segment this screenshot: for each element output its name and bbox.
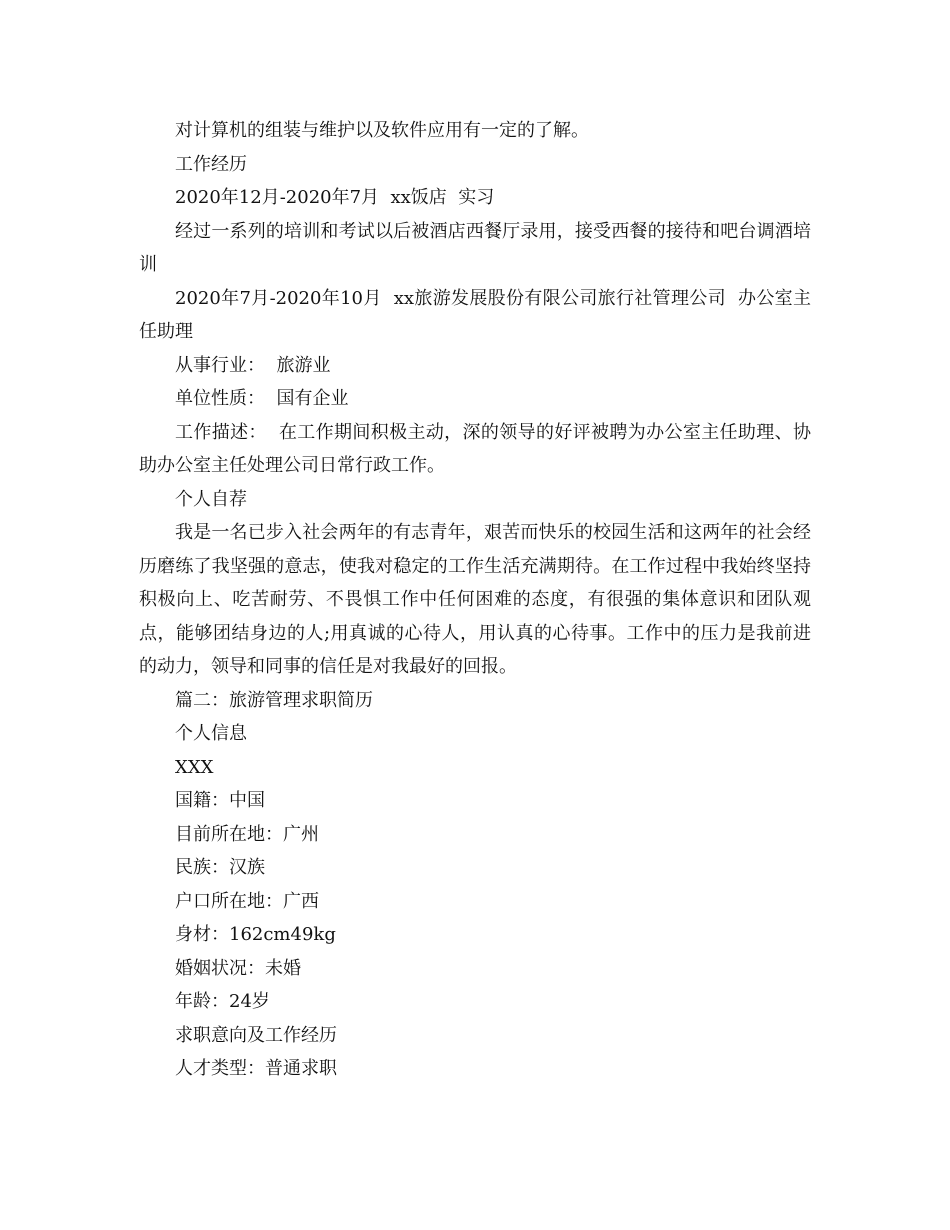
paragraph-computer-skills: 对计算机的组装与维护以及软件应用有一定的了解。 bbox=[175, 120, 589, 141]
field-current-location: 目前所在地：广州 bbox=[175, 823, 319, 845]
field-height-weight: 身材：162cm49kg bbox=[175, 924, 336, 945]
heading-part-two: 篇二：旅游管理求职简历 bbox=[175, 689, 373, 711]
field-name: XXX bbox=[175, 756, 214, 778]
field-job-description: 工作描述： 在工作期间积极主动，深的领导的好评被聘为办公室主任助理、协助办公室主任处理公司日常行政工作。 bbox=[139, 421, 811, 476]
paragraph-self-recommendation: 我是一名已步入社会两年的有志青年，艰苦而快乐的校园生活和这两年的社会经历磨练了我坚强的意志，使我对稳定的工作生活充满期待。在工作过程中我始终坚持积极向上、吃苦耐劳、不畏惧工作中任何困难的态度，有很强的集体意识和团队观点，能够团结身边的人;用真诚的心待人，用认真的心待事。工作中的压力是我前进的动力，领导和同事的信任是对我最好的回报。 bbox=[139, 522, 811, 677]
heading-self-recommendation: 个人自荐 bbox=[175, 488, 247, 510]
paragraph-hotel-training: 经过一系列的培训和考试以后被酒店西餐厅录用，接受西餐的接待和吧台调酒培训 bbox=[139, 220, 811, 275]
heading-job-intention: 求职意向及工作经历 bbox=[175, 1024, 337, 1046]
field-company-type: 单位性质： 国有企业 bbox=[175, 388, 349, 409]
field-ethnicity: 民族：汉族 bbox=[175, 857, 265, 878]
heading-work-experience: 工作经历 bbox=[175, 153, 247, 175]
field-industry: 从事行业： 旅游业 bbox=[175, 354, 331, 376]
document-body bbox=[139, 114, 811, 1086]
field-talent-type: 人才类型：普通求职 bbox=[175, 1058, 337, 1079]
heading-personal-info: 个人信息 bbox=[175, 723, 247, 744]
job-entry-hotel: 2020年12月-2020年7月 xx饭店 实习 bbox=[175, 187, 495, 208]
field-age: 年龄：24岁 bbox=[175, 991, 270, 1012]
field-household-registration: 户口所在地：广西 bbox=[175, 890, 319, 912]
field-nationality: 国籍：中国 bbox=[175, 790, 265, 811]
job-entry-travel-company: 2020年7月-2020年10月 xx旅游发展股份有限公司旅行社管理公司 办公室主任助理 bbox=[139, 287, 811, 342]
field-marital-status: 婚姻状况：未婚 bbox=[175, 957, 301, 979]
